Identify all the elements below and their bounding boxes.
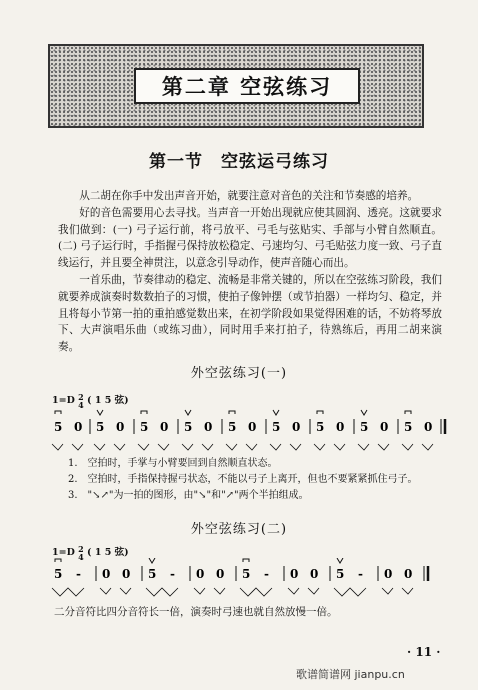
beat-arrows bbox=[240, 588, 272, 596]
score-note: 5 bbox=[242, 567, 251, 581]
bow-mark bbox=[317, 411, 323, 414]
bow-mark bbox=[243, 559, 249, 562]
bow-mark bbox=[337, 558, 343, 563]
score-note: 5 bbox=[336, 567, 345, 581]
beat-arrows bbox=[138, 444, 169, 450]
score-note: 5 bbox=[54, 420, 63, 434]
chapter-title: 第二章 空弦练习 bbox=[161, 75, 333, 99]
beat-arrows bbox=[226, 444, 257, 450]
chapter-title-box bbox=[134, 68, 360, 104]
beat-arrows bbox=[146, 588, 178, 596]
score-note: 5 bbox=[228, 420, 237, 434]
body-text bbox=[58, 188, 442, 356]
beat-arrows bbox=[358, 444, 389, 450]
score-note: 5 bbox=[54, 567, 63, 581]
key-signature: 1=D bbox=[52, 547, 75, 558]
score-note: 0 bbox=[122, 567, 131, 581]
time-signature: 2 4 bbox=[78, 543, 84, 562]
score-note: - bbox=[76, 567, 81, 581]
score-note: - bbox=[358, 567, 363, 581]
bow-mark bbox=[273, 410, 279, 415]
score-note: 0 bbox=[290, 567, 299, 581]
score-note: 5 bbox=[140, 420, 149, 434]
score-note: 0 bbox=[384, 567, 393, 581]
bow-mark bbox=[149, 558, 155, 563]
score-note: 0 bbox=[216, 567, 225, 581]
score-note: 0 bbox=[310, 567, 319, 581]
beat-arrows bbox=[52, 444, 83, 450]
beat-arrows bbox=[100, 588, 131, 594]
beat-arrows bbox=[182, 444, 213, 450]
score-note: 0 bbox=[424, 420, 433, 434]
paragraph: 好的音色需要用心去寻找。当声音一开始出现就应使其圆润、透亮。这就要求我们做到：(一) 弓子运行前，将弓放平、弓毛与弦贴实、手部与小臂自然顺直。(二) 弓子运行时，手指握弓保持放松稳定、弓速均匀、弓毛贴弦力度一致、弓子直线运行，并且要全神贯注，以意念引导动作，使声音随心而出。 bbox=[58, 206, 442, 270]
score-note: 0 bbox=[160, 420, 169, 434]
score-note: 0 bbox=[204, 420, 213, 434]
score-note: - bbox=[264, 567, 269, 581]
beat-arrows bbox=[402, 444, 433, 450]
score-note: 5 bbox=[404, 420, 413, 434]
score-note: 5 bbox=[184, 420, 193, 434]
bow-mark bbox=[229, 411, 235, 414]
string-label: ( 1 5 弦) bbox=[87, 547, 129, 558]
beat-arrows bbox=[334, 588, 366, 596]
exercise-2-caption: 二分音符比四分音符长一倍，演奏时弓速也就自然放慢一倍。 bbox=[54, 606, 338, 618]
bow-mark bbox=[185, 410, 191, 415]
bow-mark bbox=[55, 559, 61, 562]
note-line: 2. 空拍时，手指保持握弓状态，不能以弓子上离开，但也不要紧紧抓住弓子。 bbox=[68, 474, 418, 485]
bow-mark bbox=[97, 410, 103, 415]
score-note: 5 bbox=[272, 420, 281, 434]
exercise-1-score bbox=[48, 406, 448, 456]
bow-mark bbox=[55, 411, 61, 414]
chapter-banner bbox=[48, 44, 424, 128]
score-note: 5 bbox=[148, 567, 157, 581]
score-note: 0 bbox=[336, 420, 345, 434]
score-note: 0 bbox=[116, 420, 125, 434]
section-title: 第一节 空弦运弓练习 bbox=[149, 152, 329, 172]
score-note: 0 bbox=[248, 420, 257, 434]
score-note: 0 bbox=[404, 567, 413, 581]
score-note: - bbox=[170, 567, 175, 581]
score-note: 0 bbox=[196, 567, 205, 581]
beat-arrows bbox=[382, 588, 413, 594]
beat-arrows bbox=[52, 588, 84, 596]
bow-mark bbox=[141, 411, 147, 414]
score-note: 0 bbox=[380, 420, 389, 434]
beat-arrows bbox=[314, 444, 345, 450]
score-note: 0 bbox=[102, 567, 111, 581]
exercise-2-title: 外空弦练习(二) bbox=[190, 522, 288, 537]
exercise-1-notes bbox=[68, 456, 418, 504]
beat-arrows bbox=[288, 588, 319, 594]
string-label: ( 1 5 弦) bbox=[87, 395, 129, 406]
score-note: 0 bbox=[74, 420, 83, 434]
score-note: 5 bbox=[316, 420, 325, 434]
paragraph: 一首乐曲，节奏律动的稳定、流畅是非常关键的，所以在空弦练习阶段，我们就要养成演奏时数数拍子的习惯，使拍子像钟摆（或节拍器）一样均匀、稳定，并且将每小节第一拍的重拍感觉数出来，在初学阶段如果觉得困难的话，不妨将琴放下、大声演唱乐曲（或练习曲），同时用手来打拍子，待熟练后，再用二胡来演奏。 bbox=[58, 273, 442, 354]
note-line: 1. 空拍时，手掌与小臂要回到自然顺直状态。 bbox=[68, 458, 278, 469]
bow-mark bbox=[361, 410, 367, 415]
exercise-2-score bbox=[48, 558, 448, 602]
key-signature: 1=D bbox=[52, 395, 75, 406]
watermark: 歌谱简谱网 jianpu.cn bbox=[296, 668, 405, 681]
beat-arrows bbox=[194, 588, 225, 594]
beat-arrows bbox=[270, 444, 301, 450]
bow-mark bbox=[405, 411, 411, 414]
note-line: 3. "↘↗"为一拍的图形，由"↘"和"↗"两个半拍组成。 bbox=[68, 490, 309, 501]
score-note: 5 bbox=[360, 420, 369, 434]
exercise-1-title: 外空弦练习(一) bbox=[190, 366, 288, 381]
page-number: · 11 · bbox=[407, 645, 441, 659]
score-note: 5 bbox=[96, 420, 105, 434]
beat-arrows bbox=[94, 444, 125, 450]
paragraph: 从二胡在你手中发出声音开始，就要注意对音色的关注和节奏感的培养。 bbox=[79, 190, 419, 202]
time-signature: 2 4 bbox=[78, 391, 84, 410]
score-note: 0 bbox=[292, 420, 301, 434]
